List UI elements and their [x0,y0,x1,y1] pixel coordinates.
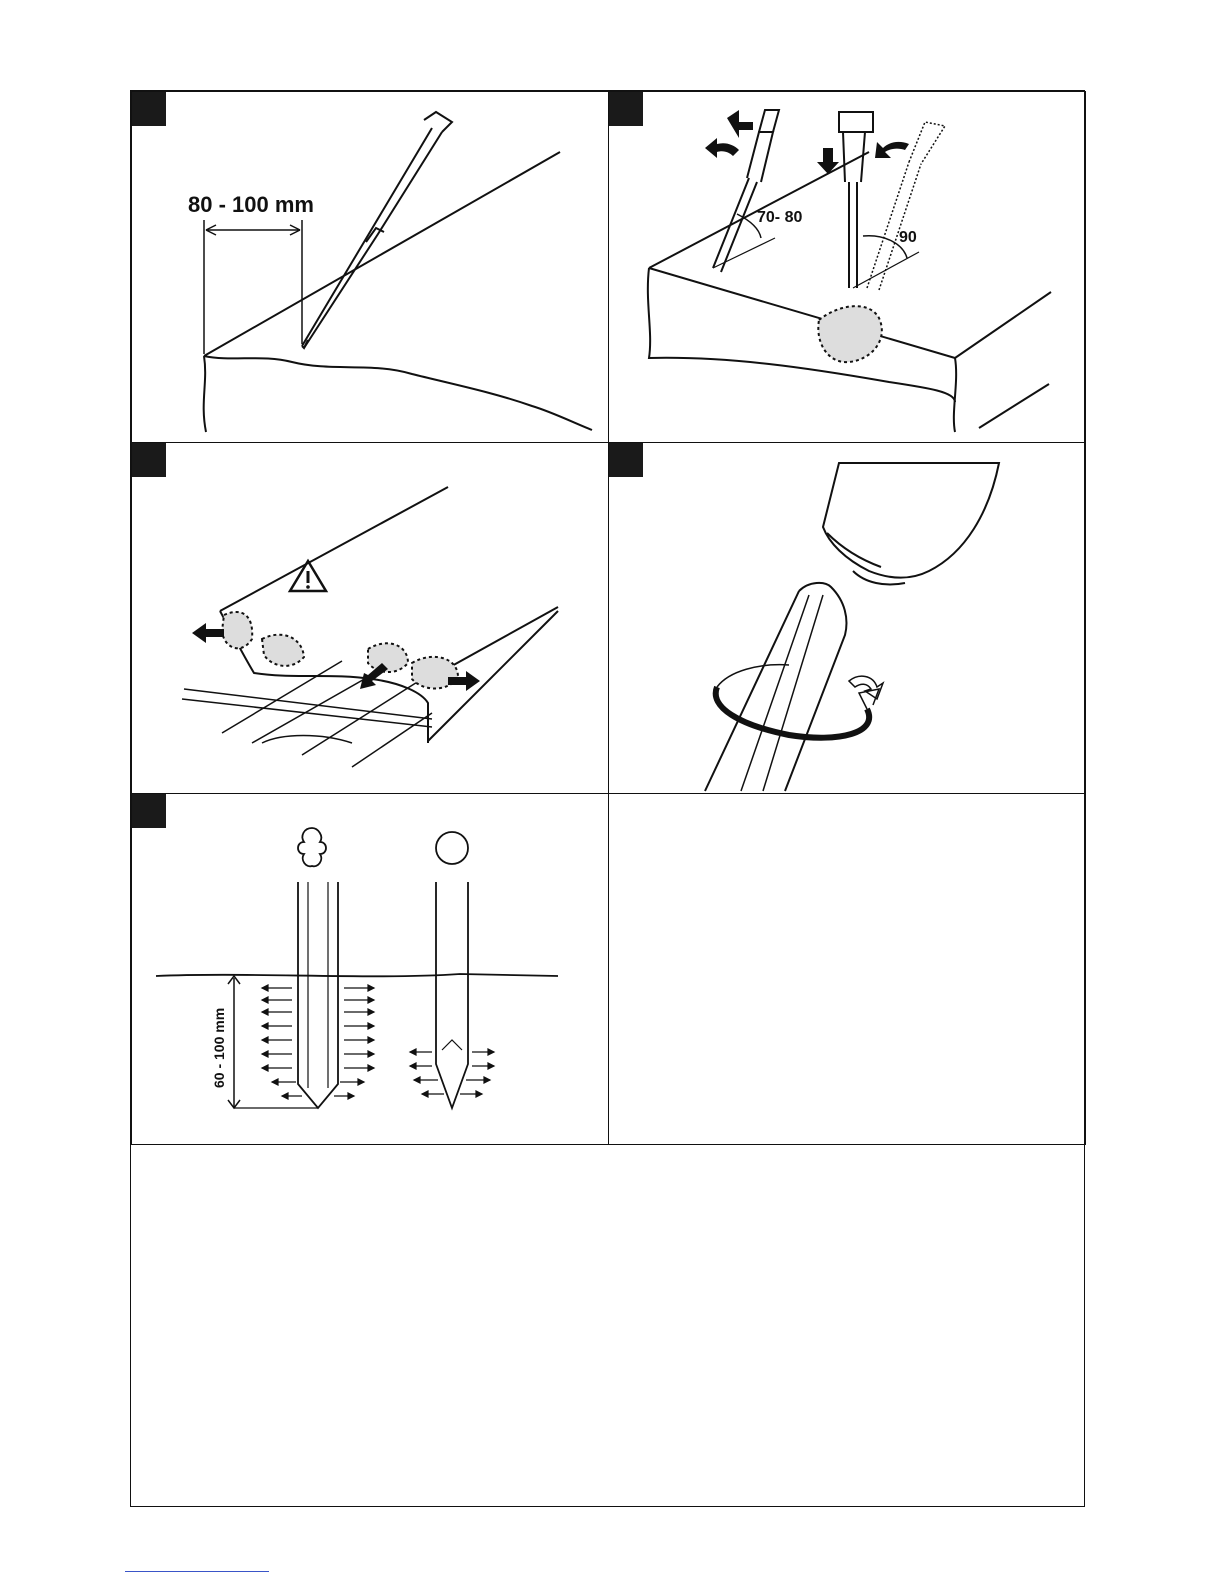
chisel-bit [705,583,846,791]
right-bit-arrows [410,1049,494,1097]
panel-1-illustration [132,92,610,444]
dimension-label: 80 - 100 mm [188,192,314,217]
beam-top-edge [220,487,448,611]
footer-link-underline[interactable] [125,1571,269,1572]
page-frame [130,90,1085,1507]
panel-4-illustration [609,443,1087,795]
panel-2-illustration [609,92,1087,444]
panel-5-illustration [132,794,610,1146]
panel-3-illustration [132,443,610,795]
press-down-arrow-icon [727,110,753,138]
left-bit-arrows [262,985,374,1099]
tool-housing [823,463,999,578]
panel-1 [131,91,609,443]
rotate-arrow-icon [875,142,909,158]
chisel-right-edge [304,132,442,348]
warning-triangle-icon [290,561,326,591]
vertical-chisel [849,182,857,288]
rotation-arrow-icon [849,676,883,699]
cross-section-round-icon [436,832,468,864]
slab-front-edge [204,356,592,430]
spall-area [818,306,882,362]
angle-vertical-label: 90 [899,229,917,246]
angle-tilted-label: 70- 80 [757,209,803,226]
round-bit [436,882,468,1108]
depth-label: 60 - 100 mm [211,1007,227,1088]
pressure-arrows [262,985,494,1099]
slab-left-edge [204,356,206,432]
push-left-arrow-icon [192,623,224,643]
fluted-bit [298,882,338,1108]
rebar-long [182,689,432,727]
panel-2 [608,91,1086,443]
ground-line [156,974,558,976]
panel-6-blank [608,793,1086,1145]
panel-3 [131,442,609,794]
panel-5 [131,793,609,1145]
tilt-arrow-icon [705,138,739,158]
lower-blank-area [131,1144,1086,1508]
slab-top-edge [204,152,560,356]
cross-section-fluted-icon [298,828,326,866]
slab-front-face [648,268,955,402]
chisel-shank [424,112,452,132]
panel-4 [608,442,1086,794]
